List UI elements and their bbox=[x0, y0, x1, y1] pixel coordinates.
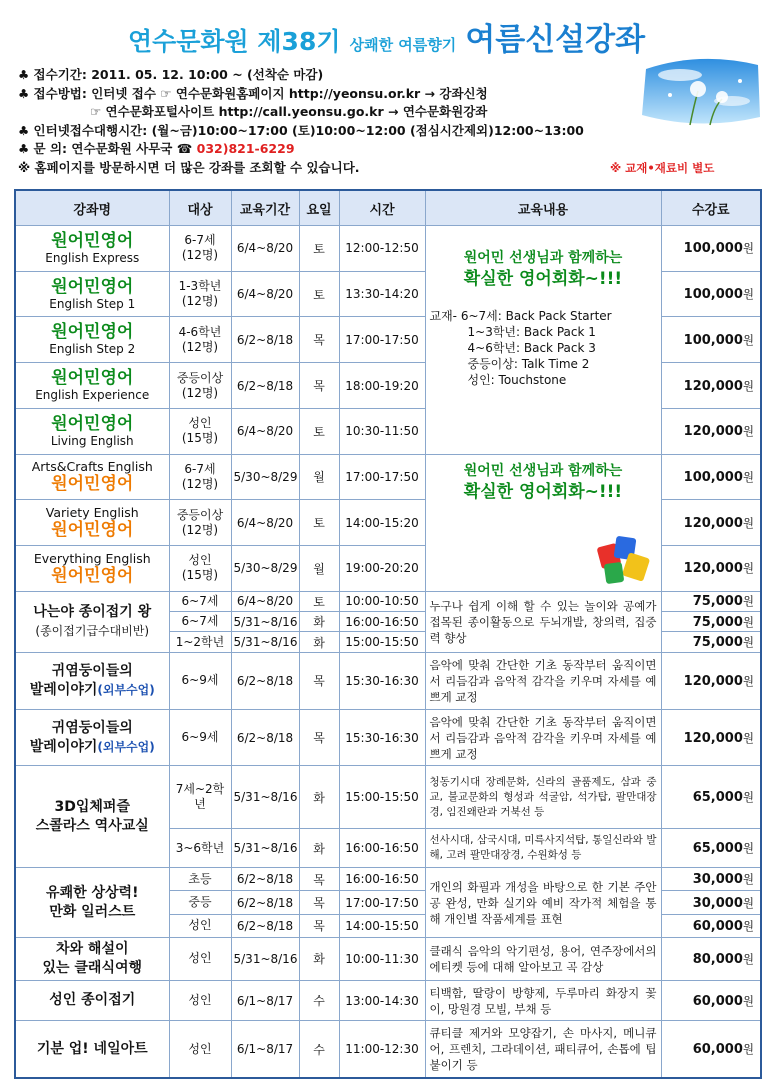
course-time: 10:30-11:50 bbox=[339, 408, 425, 454]
course-title: 원어민영어 bbox=[51, 474, 134, 495]
course-description: 음악에 맞춰 간단한 기초 동작부터 움직이면서 리듬감과 음악적 감각을 키우며 자세를 예쁘게 교정 bbox=[425, 652, 661, 709]
course-description: 누구나 쉽게 이해 할 수 있는 놀이와 공예가 접목된 종이활동으로 두뇌개발, 창의력, 집중력 향상 bbox=[425, 591, 661, 652]
course-target: 6~7세 bbox=[169, 612, 231, 632]
course-period: 6/2~8/18 bbox=[231, 891, 299, 914]
course-time: 17:00-17:50 bbox=[339, 317, 425, 363]
course-day: 목 bbox=[299, 317, 339, 363]
course-target bbox=[169, 500, 231, 546]
material-fee-note: ※ 교재•재료비 별도 bbox=[610, 161, 715, 175]
table-row bbox=[15, 454, 761, 500]
course-name bbox=[15, 271, 169, 317]
course-period: 6/2~8/18 bbox=[231, 363, 299, 409]
fee-amount: 60,000 bbox=[692, 918, 743, 934]
course-time: 14:00-15:50 bbox=[339, 914, 425, 937]
course-day: 화 bbox=[299, 612, 339, 632]
course-fee bbox=[661, 829, 761, 868]
table-row bbox=[15, 591, 761, 611]
info-method-portal: ☞ 연수문화포털사이트 http://call.yeonsu.go.kr → 연수문화원강좌 bbox=[90, 104, 488, 119]
course-fee bbox=[661, 980, 761, 1021]
target-text: 4-6학년 (12명) bbox=[178, 324, 222, 354]
course-day: 목 bbox=[299, 363, 339, 409]
course-period: 5/31~8/16 bbox=[231, 766, 299, 829]
fee-amount: 120,000 bbox=[683, 424, 743, 440]
course-subtitle: Everything English bbox=[33, 550, 151, 566]
fee-amount: 100,000 bbox=[683, 241, 743, 257]
target-text: 성인 (15명) bbox=[181, 553, 219, 583]
course-subtitle: Living English bbox=[50, 433, 134, 448]
course-fee bbox=[661, 454, 761, 500]
fee-amount: 65,000 bbox=[692, 841, 743, 857]
course-day: 토 bbox=[299, 408, 339, 454]
course-fee bbox=[661, 891, 761, 914]
course-day: 화 bbox=[299, 632, 339, 652]
course-name bbox=[15, 868, 169, 938]
desc-highlight-1: 원어민 선생님과 함께하는 bbox=[463, 462, 623, 479]
course-name: 기분 업! 네일아트 bbox=[15, 1021, 169, 1078]
course-target bbox=[169, 454, 231, 500]
course-title-2: 스콜라스 역사교실 bbox=[35, 817, 149, 834]
course-subtitle: English Step 2 bbox=[49, 342, 136, 357]
course-target bbox=[169, 271, 231, 317]
external-class-tag: (외부수업) bbox=[97, 739, 155, 754]
course-description: 음악에 맞춰 간단한 기초 동작부터 움직이면서 리듬감과 음악적 감각을 키우며 자세를 예쁘게 교정 bbox=[425, 709, 661, 766]
title-tagline: 상쾌한 여름향기 bbox=[349, 36, 457, 54]
table-header-row bbox=[15, 190, 761, 226]
course-fee bbox=[661, 226, 761, 272]
desc-highlight-1: 원어민 선생님과 함께하는 bbox=[463, 250, 623, 266]
course-period: 6/1~8/17 bbox=[231, 1021, 299, 1078]
table-row bbox=[15, 1021, 761, 1078]
course-name bbox=[15, 652, 169, 709]
fee-amount: 60,000 bbox=[692, 1042, 743, 1058]
textbook-item: 1~3학년: Back Pack 1 bbox=[467, 325, 596, 339]
header-content: 교육내용 bbox=[425, 190, 661, 226]
course-period: 6/2~8/18 bbox=[231, 709, 299, 766]
course-description: 티백함, 딸랑이 방향제, 두루마리 화장지 꽃이, 망원경 모빌, 부채 등 bbox=[425, 980, 661, 1021]
course-title: 3D입체퍼즐 bbox=[54, 798, 130, 815]
course-target bbox=[169, 226, 231, 272]
course-time: 12:00-12:50 bbox=[339, 226, 425, 272]
course-time: 15:00-15:50 bbox=[339, 766, 425, 829]
course-period: 5/30~8/29 bbox=[231, 454, 299, 500]
target-text: 6-7세 (12명) bbox=[181, 461, 219, 491]
course-period: 5/31~8/16 bbox=[231, 938, 299, 981]
course-fee bbox=[661, 938, 761, 981]
course-day: 토 bbox=[299, 500, 339, 546]
course-target bbox=[169, 317, 231, 363]
course-time: 10:00-11:30 bbox=[339, 938, 425, 981]
course-name bbox=[15, 317, 169, 363]
course-table bbox=[14, 189, 762, 1079]
course-name: 성인 종이접기 bbox=[15, 980, 169, 1021]
fee-unit: 원 bbox=[742, 730, 754, 745]
course-name bbox=[15, 938, 169, 981]
course-fee bbox=[661, 363, 761, 409]
fee-unit: 원 bbox=[742, 1042, 754, 1057]
course-period: 5/31~8/16 bbox=[231, 612, 299, 632]
course-target: 성인 bbox=[169, 980, 231, 1021]
course-target: 3~6학년 bbox=[169, 829, 231, 868]
fee-unit: 원 bbox=[742, 790, 754, 805]
header-period: 교육기간 bbox=[231, 190, 299, 226]
title-org: 연수문화원 제38기 bbox=[127, 27, 341, 56]
fee-amount: 100,000 bbox=[683, 287, 743, 303]
target-text: 6-7세 (12명) bbox=[181, 233, 219, 263]
course-period: 6/4~8/20 bbox=[231, 226, 299, 272]
course-period: 6/4~8/20 bbox=[231, 271, 299, 317]
fee-unit: 원 bbox=[742, 594, 754, 609]
course-day: 수 bbox=[299, 1021, 339, 1078]
course-day: 월 bbox=[299, 454, 339, 500]
course-title: 귀염둥이들의 bbox=[51, 719, 133, 736]
info-homepage-note: ※ 홈페이지를 방문하시면 더 많은 강좌를 조회할 수 있습니다. bbox=[18, 159, 360, 175]
fee-unit: 원 bbox=[742, 469, 754, 484]
info-phone: 032)821-6229 bbox=[196, 141, 295, 156]
course-fee bbox=[661, 632, 761, 652]
fee-unit: 원 bbox=[742, 951, 754, 966]
course-fee bbox=[661, 500, 761, 546]
course-day: 토 bbox=[299, 226, 339, 272]
course-name bbox=[15, 709, 169, 766]
course-target bbox=[169, 546, 231, 592]
course-name bbox=[15, 546, 169, 592]
course-day: 목 bbox=[299, 652, 339, 709]
fee-amount: 75,000 bbox=[692, 614, 743, 630]
target-text: 중등이상 (12명) bbox=[176, 507, 224, 537]
course-time: 14:00-15:20 bbox=[339, 500, 425, 546]
desc-highlight-2: 확실한 영어회화~!!! bbox=[463, 481, 623, 502]
course-target: 6~9세 bbox=[169, 709, 231, 766]
course-day: 화 bbox=[299, 766, 339, 829]
course-title: 나는야 종이접기 왕 bbox=[33, 603, 152, 620]
fee-unit: 원 bbox=[742, 424, 754, 439]
course-fee bbox=[661, 1021, 761, 1078]
course-period: 6/4~8/20 bbox=[231, 591, 299, 611]
course-time: 17:00-17:50 bbox=[339, 891, 425, 914]
english-a-description bbox=[425, 226, 661, 455]
fee-unit: 원 bbox=[742, 895, 754, 910]
course-period: 6/2~8/18 bbox=[231, 914, 299, 937]
info-period: ♣ 접수기간: 2011. 05. 12. 10:00 ~ (선착순 마감) bbox=[18, 67, 324, 82]
course-title: 귀염둥이들의 bbox=[51, 662, 133, 679]
course-subtitle: English Experience bbox=[35, 388, 150, 403]
course-time: 16:00-16:50 bbox=[339, 868, 425, 891]
target-text: 성인 (15명) bbox=[181, 416, 219, 446]
info-contact-label: ♣ 문 의: 연수문화원 사무국 ☎ bbox=[18, 141, 197, 156]
course-title: 원어민영어 bbox=[51, 565, 134, 586]
fee-unit: 원 bbox=[742, 993, 754, 1008]
course-day: 목 bbox=[299, 914, 339, 937]
course-fee bbox=[661, 271, 761, 317]
dandelion-sky-illustration bbox=[640, 55, 762, 127]
course-name bbox=[15, 766, 169, 868]
fee-amount: 120,000 bbox=[683, 730, 743, 746]
fee-unit: 원 bbox=[742, 614, 754, 629]
course-fee bbox=[661, 591, 761, 611]
header-day: 요일 bbox=[299, 190, 339, 226]
table-row bbox=[15, 980, 761, 1021]
fee-amount: 120,000 bbox=[683, 378, 743, 394]
course-title: 원어민영어 bbox=[51, 413, 134, 434]
course-target: 6~9세 bbox=[169, 652, 231, 709]
fee-amount: 65,000 bbox=[692, 790, 743, 806]
table-row bbox=[15, 868, 761, 891]
course-time: 13:30-14:20 bbox=[339, 271, 425, 317]
fee-amount: 30,000 bbox=[692, 895, 743, 911]
fee-amount: 120,000 bbox=[683, 515, 743, 531]
course-time: 19:00-20:20 bbox=[339, 546, 425, 592]
course-fee bbox=[661, 652, 761, 709]
course-time: 10:00-10:50 bbox=[339, 591, 425, 611]
fee-unit: 원 bbox=[742, 287, 754, 302]
course-name bbox=[15, 363, 169, 409]
course-period: 6/1~8/17 bbox=[231, 980, 299, 1021]
course-target: 1~2학년 bbox=[169, 632, 231, 652]
course-time: 18:00-19:20 bbox=[339, 363, 425, 409]
table-row bbox=[15, 709, 761, 766]
table-row bbox=[15, 938, 761, 981]
course-subtitle: English Step 1 bbox=[49, 296, 136, 311]
course-target: 성인 bbox=[169, 914, 231, 937]
desc-highlight-2: 확실한 영어회화~!!! bbox=[463, 269, 623, 289]
course-period: 6/2~8/18 bbox=[231, 652, 299, 709]
course-period: 5/31~8/16 bbox=[231, 829, 299, 868]
course-title: 원어민영어 bbox=[51, 520, 134, 541]
course-fee bbox=[661, 709, 761, 766]
abc-letters-icon bbox=[595, 531, 653, 587]
textbook-item: 4~6학년: Back Pack 3 bbox=[467, 341, 596, 355]
course-day: 토 bbox=[299, 271, 339, 317]
course-description: 개인의 화필과 개성을 바탕으로 한 기본 주안공 완성, 만화 실기와 예비 작가적 체험을 통해 개인별 작품세계를 표현 bbox=[425, 868, 661, 938]
course-period: 6/4~8/20 bbox=[231, 500, 299, 546]
course-target bbox=[169, 363, 231, 409]
fee-amount: 60,000 bbox=[692, 993, 743, 1009]
course-time: 11:00-12:30 bbox=[339, 1021, 425, 1078]
table-row bbox=[15, 652, 761, 709]
fee-amount: 100,000 bbox=[683, 469, 743, 485]
header-target: 대상 bbox=[169, 190, 231, 226]
course-day: 목 bbox=[299, 709, 339, 766]
course-name bbox=[15, 408, 169, 454]
textbook-list bbox=[428, 308, 659, 388]
course-time: 15:00-15:50 bbox=[339, 632, 425, 652]
fee-unit: 원 bbox=[742, 332, 754, 347]
table-row bbox=[15, 766, 761, 829]
fee-unit: 원 bbox=[742, 635, 754, 650]
course-day: 목 bbox=[299, 891, 339, 914]
english-b-description bbox=[425, 454, 661, 591]
course-description: 클래식 음악의 악기편성, 용어, 연주장에서의 에티켓 등에 대해 알아보고 곡 감상 bbox=[425, 938, 661, 981]
fee-amount: 80,000 bbox=[692, 951, 743, 967]
course-time: 13:00-14:30 bbox=[339, 980, 425, 1021]
course-time: 16:00-16:50 bbox=[339, 829, 425, 868]
target-text: 1-3학년 (12명) bbox=[178, 279, 222, 309]
fee-amount: 30,000 bbox=[692, 872, 743, 888]
course-time: 15:30-16:30 bbox=[339, 652, 425, 709]
course-subtitle: Arts&Crafts English bbox=[31, 459, 153, 475]
fee-unit: 원 bbox=[742, 561, 754, 576]
course-description: 선사시대, 삼국시대, 미륵사지석탑, 통일신라와 발해, 고려 팔만대장경, 수원화성 등 bbox=[425, 829, 661, 868]
fee-unit: 원 bbox=[742, 872, 754, 887]
course-title-2: 발레이야기 bbox=[29, 738, 98, 755]
course-target bbox=[169, 408, 231, 454]
textbook-item: 교재- 6~7세: Back Pack Starter bbox=[429, 309, 612, 323]
course-title: 원어민영어 bbox=[51, 230, 134, 251]
textbook-item: 성인: Touchstone bbox=[467, 373, 567, 387]
course-title-2: 만화 일러스트 bbox=[49, 903, 136, 920]
course-target: 중등 bbox=[169, 891, 231, 914]
registration-info bbox=[18, 66, 584, 177]
course-target: 초등 bbox=[169, 868, 231, 891]
course-name bbox=[15, 591, 169, 652]
target-text: 중등이상 (12명) bbox=[176, 370, 224, 400]
fee-unit: 원 bbox=[742, 841, 754, 856]
course-description: 청동기시대 장례문화, 신라의 골품제도, 삼과 중교, 불교문화의 형성과 석굴암, 석가탑, 팔만대장경, 임진왜란과 거북선 등 bbox=[425, 766, 661, 829]
course-title-2: 발레이야기 bbox=[29, 681, 98, 698]
course-title: 차와 해설이 bbox=[56, 940, 129, 957]
course-fee bbox=[661, 868, 761, 891]
course-subtitle: Variety English bbox=[45, 505, 139, 521]
course-day: 수 bbox=[299, 980, 339, 1021]
table-row bbox=[15, 226, 761, 272]
fee-amount: 75,000 bbox=[692, 594, 743, 610]
fee-unit: 원 bbox=[742, 241, 754, 256]
course-time: 17:00-17:50 bbox=[339, 454, 425, 500]
course-fee bbox=[661, 317, 761, 363]
textbook-item: 중등이상: Talk Time 2 bbox=[467, 357, 590, 371]
course-fee bbox=[661, 546, 761, 592]
course-name bbox=[15, 500, 169, 546]
fee-amount: 120,000 bbox=[683, 561, 743, 577]
course-target: 성인 bbox=[169, 938, 231, 981]
info-method: ♣ 접수방법: 인터넷 접수 ☞ 연수문화원홈페이지 http://yeonsu.or.kr → 강좌신청 bbox=[18, 85, 488, 101]
course-fee bbox=[661, 408, 761, 454]
course-period: 6/2~8/18 bbox=[231, 868, 299, 891]
course-period: 6/2~8/18 bbox=[231, 317, 299, 363]
fee-amount: 75,000 bbox=[692, 635, 743, 651]
course-period: 5/30~8/29 bbox=[231, 546, 299, 592]
course-time: 16:00-16:50 bbox=[339, 612, 425, 632]
course-name bbox=[15, 454, 169, 500]
info-contact bbox=[18, 140, 584, 159]
poster-title bbox=[0, 14, 773, 59]
course-name bbox=[15, 226, 169, 272]
header-fee: 수강료 bbox=[661, 190, 761, 226]
external-class-tag: (외부수업) bbox=[97, 682, 155, 697]
fee-unit: 원 bbox=[742, 673, 754, 688]
course-subtitle: English Express bbox=[45, 250, 140, 265]
course-day: 화 bbox=[299, 938, 339, 981]
course-title-2: 있는 클래식여행 bbox=[42, 959, 143, 976]
course-target: 6~7세 bbox=[169, 591, 231, 611]
fee-unit: 원 bbox=[742, 918, 754, 933]
course-title: 원어민영어 bbox=[51, 368, 134, 389]
course-day: 월 bbox=[299, 546, 339, 592]
title-subject: 여름신설강좌 bbox=[465, 22, 646, 58]
course-fee bbox=[661, 766, 761, 829]
header-time: 시간 bbox=[339, 190, 425, 226]
course-day: 화 bbox=[299, 829, 339, 868]
fee-unit: 원 bbox=[742, 378, 754, 393]
course-title: 원어민영어 bbox=[51, 322, 134, 343]
course-period: 6/4~8/20 bbox=[231, 408, 299, 454]
course-day: 토 bbox=[299, 591, 339, 611]
course-period: 5/31~8/16 bbox=[231, 632, 299, 652]
course-title: 유쾌한 상상력! bbox=[46, 884, 139, 901]
header-course: 강좌명 bbox=[15, 190, 169, 226]
course-fee bbox=[661, 914, 761, 937]
fee-amount: 120,000 bbox=[683, 673, 743, 689]
course-title: 원어민영어 bbox=[51, 276, 134, 297]
course-fee bbox=[661, 612, 761, 632]
fee-amount: 100,000 bbox=[683, 332, 743, 348]
course-day: 목 bbox=[299, 868, 339, 891]
course-target: 7세~2학년 bbox=[169, 766, 231, 829]
fee-unit: 원 bbox=[742, 515, 754, 530]
course-subtitle: (종이접기급수대비반) bbox=[35, 623, 150, 638]
course-target: 성인 bbox=[169, 1021, 231, 1078]
course-description: 큐티클 제거와 모양잡기, 손 마사지, 메니큐어, 프렌치, 그라데이션, 패티큐어, 손톱에 팁 붙이기 등 bbox=[425, 1021, 661, 1078]
course-time: 15:30-16:30 bbox=[339, 709, 425, 766]
info-hours: ♣ 인터넷접수대행시간: (월~금)10:00~17:00 (토)10:00~12:00 (점심시간제외)12:00~13:00 bbox=[18, 122, 584, 138]
